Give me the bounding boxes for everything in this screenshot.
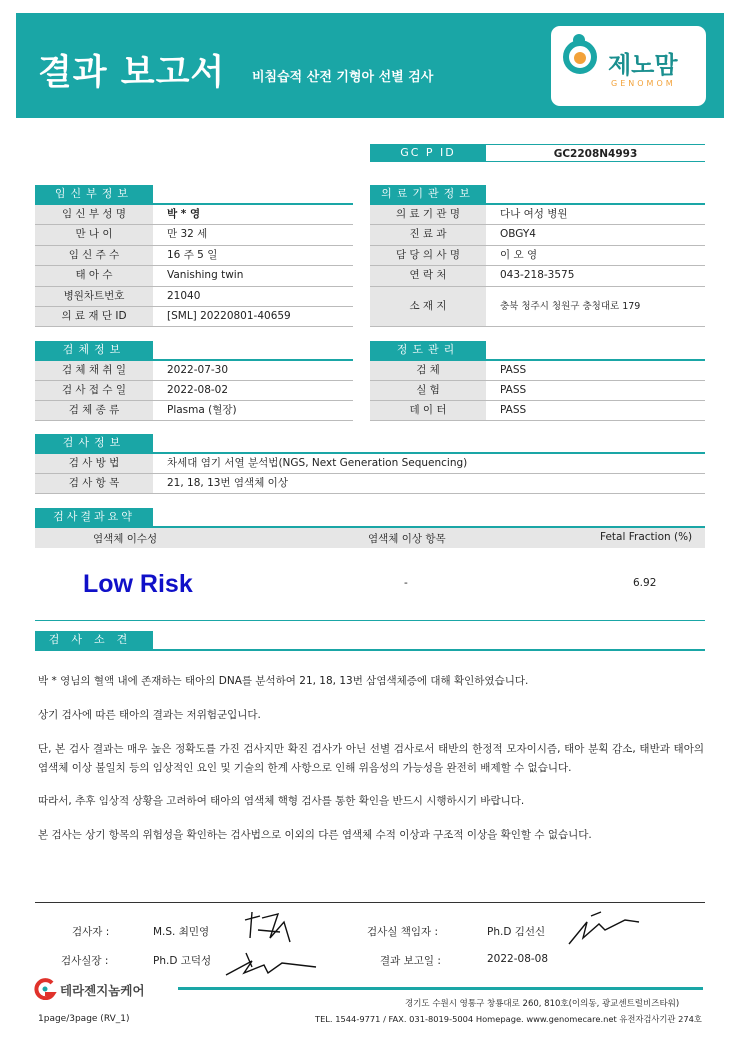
finding-paragraph: 박 * 영님의 혈액 내에 존재하는 태아의 DNA를 분석하여 21, 18, 13번 삼염색체증에 대해 확인하였습니다. bbox=[38, 675, 529, 687]
row-label: 검 사 방 법 bbox=[35, 454, 153, 473]
row-label: 임 신 부 성 명 bbox=[35, 205, 153, 224]
row-value: 다나 여성 병원 bbox=[500, 208, 568, 220]
finding-paragraph: 단, 본 검사 결과는 매우 높은 정확도를 가진 검사지만 확진 검사가 아닌 선별 검사로서 태반의 한정적 모자이시즘, 태아 분획 감소, 태반과 태아의 염색체 이상 불일치 등의 임상적인 요인 및 기술의 한계 사항으로 인해 위음성의 가능성을 완전히 배제할 수 없습니다. bbox=[38, 743, 704, 774]
summary-heading: 검사결과요약 bbox=[35, 508, 153, 526]
row-label: 실 험 bbox=[370, 381, 486, 400]
gcp-id-value: GC2208N4993 bbox=[486, 144, 705, 162]
row-label: 병원차트번호 bbox=[35, 287, 153, 306]
findings-heading: 검사소견 bbox=[35, 631, 153, 649]
test-info-heading: 검사정보 bbox=[35, 434, 153, 452]
row-label: 의 료 재 단 ID bbox=[35, 307, 153, 326]
row-value: 043-218-3575 bbox=[500, 269, 575, 282]
divider bbox=[35, 649, 705, 651]
row-label: 담 당 의 사 명 bbox=[370, 246, 486, 265]
report-subtitle: 비침습적 산전 기형아 선별 검사 bbox=[252, 70, 434, 85]
pregnant-info-heading: 임신부정보 bbox=[35, 185, 153, 203]
row-value: PASS bbox=[500, 384, 527, 396]
row-value: 차세대 염기 서열 분석법(NGS, Next Generation Sequencing) bbox=[167, 457, 468, 469]
row-value: 2022-07-30 bbox=[167, 364, 229, 376]
summary-col-abnormal: 염색체 이상 항목 bbox=[368, 533, 446, 545]
risk-result: Low Risk bbox=[83, 570, 193, 598]
finding-paragraph: 따라서, 추후 임상적 상황을 고려하여 태아의 염색체 핵형 검사를 통한 확인을 반드시 시행하시기 바랍니다. bbox=[38, 795, 525, 807]
logo-inner bbox=[574, 52, 586, 64]
logo-subtext: GENOMOM bbox=[611, 79, 676, 88]
footer-address: 경기도 수원시 영통구 창룡대로 260, 810호(이의동, 광교센트럴비즈타워) bbox=[405, 999, 680, 1009]
qc-heading: 정도관리 bbox=[370, 341, 486, 359]
row-value: Vanishing twin bbox=[167, 269, 244, 282]
summary-col-aneuploidy: 염색체 이수성 bbox=[93, 533, 158, 545]
report-title: 결과 보고서 bbox=[38, 53, 226, 93]
manager-name: Ph.D 김선신 bbox=[487, 926, 546, 938]
row-label: 태 아 수 bbox=[35, 266, 153, 285]
row-label: 검 체 종 류 bbox=[35, 401, 153, 420]
row-value: 2022-08-02 bbox=[167, 384, 229, 396]
footer-line bbox=[178, 987, 703, 990]
finding-paragraph: 본 검사는 상기 항목의 위험성을 확인하는 검사법으로 이외의 다른 염색체 수적 이상과 구조적 이상을 확인할 수 없습니다. bbox=[38, 829, 592, 841]
row-label: 검 체 채 취 일 bbox=[35, 361, 153, 380]
row-value: 16 주 5 일 bbox=[167, 248, 218, 261]
row-label: 소 재 지 bbox=[370, 287, 486, 327]
chief-label: 검사실장 : bbox=[61, 955, 109, 967]
row-label: 연 락 처 bbox=[370, 266, 486, 285]
row-label: 검 체 bbox=[370, 361, 486, 380]
institution-info-heading: 의료기관정보 bbox=[370, 185, 486, 203]
row-value: 만 32 세 bbox=[167, 228, 208, 241]
gcp-id-label: GC P ID bbox=[370, 144, 486, 162]
logo-text: 제노맘 bbox=[608, 51, 678, 79]
page-number: 1page/3page (RV_1) bbox=[38, 1014, 130, 1024]
row-label: 진 료 과 bbox=[370, 225, 486, 244]
row-value: 21040 bbox=[167, 289, 201, 302]
report-date-label: 결과 보고일 : bbox=[380, 955, 441, 967]
row-label: 데 이 터 bbox=[370, 401, 486, 420]
row-label: 만 나 이 bbox=[35, 225, 153, 244]
row-value: Plasma (혈장) bbox=[167, 404, 237, 416]
row-label: 임 신 주 수 bbox=[35, 246, 153, 265]
finding-paragraph: 상기 검사에 따른 태아의 결과는 저위험군입니다. bbox=[38, 709, 261, 721]
row-value: PASS bbox=[500, 404, 527, 416]
manager-label: 검사실 책임자 : bbox=[367, 926, 439, 938]
row-value: PASS bbox=[500, 364, 527, 376]
abnormal-item-value: - bbox=[404, 577, 408, 589]
manager-signature-icon bbox=[565, 908, 645, 950]
footer-contact: TEL. 1544-9771 / FAX. 031-8019-5004 Homepage. www.genomecare.net 유전자검사기관 274호 bbox=[315, 1014, 702, 1024]
row-label: 의 료 기 관 명 bbox=[370, 205, 486, 224]
row-value: 이 오 영 bbox=[500, 248, 538, 261]
company-name: 테라젠지놈케어 bbox=[60, 983, 145, 998]
divider bbox=[35, 620, 705, 621]
chief-name: Ph.D 고덕성 bbox=[153, 955, 212, 967]
report-date-value: 2022-08-08 bbox=[487, 953, 549, 965]
tester-signature-icon bbox=[240, 908, 300, 948]
row-value: 충북 청주시 청원구 충청대로 179 bbox=[500, 300, 641, 312]
row-value: 박 * 영 bbox=[167, 208, 201, 220]
summary-col-ff: Fetal Fraction (%) bbox=[600, 531, 693, 543]
sample-info-heading: 검체정보 bbox=[35, 341, 153, 359]
tester-name: M.S. 최민영 bbox=[153, 926, 210, 938]
logo-dot bbox=[573, 34, 585, 46]
theragen-logo-icon bbox=[32, 978, 60, 1000]
fetal-fraction-value: 6.92 bbox=[633, 577, 657, 589]
row-value: 21, 18, 13번 염색체 이상 bbox=[167, 477, 288, 489]
divider bbox=[35, 902, 705, 903]
row-value: [SML] 20220801-40659 bbox=[167, 310, 291, 322]
chief-signature-icon bbox=[222, 945, 322, 980]
tester-label: 검사자 : bbox=[72, 926, 110, 938]
row-label: 검 사 항 목 bbox=[35, 474, 153, 493]
row-label: 검 사 접 수 일 bbox=[35, 381, 153, 400]
row-value: OBGY4 bbox=[500, 228, 536, 241]
